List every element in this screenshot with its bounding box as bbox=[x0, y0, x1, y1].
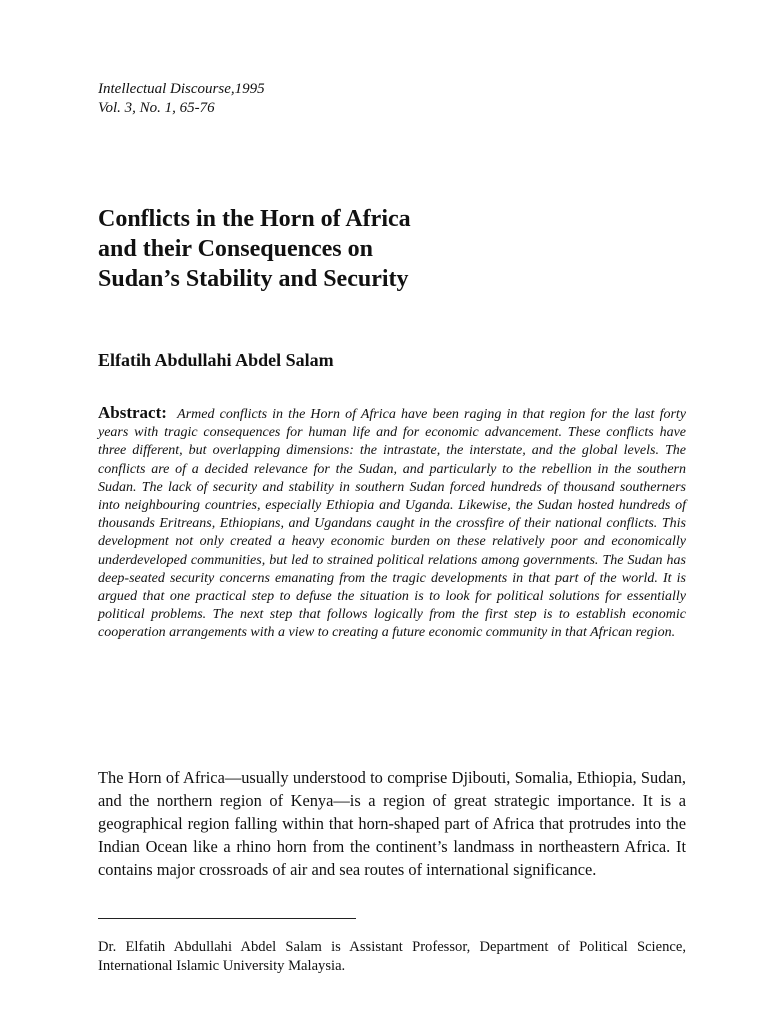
abstract-label: Abstract: bbox=[98, 403, 167, 422]
footnote-divider bbox=[98, 918, 356, 919]
body-paragraph: The Horn of Africa—usually understood to comprise Djibouti, Somalia, Ethiopia, Sudan, and the northern region of Kenya—is a region of great strategic importance. It is a geographical region falling within that horn-shaped part of Africa that protrudes into the Indian Ocean like a rhino horn from the continent’s landmass in northeastern Africa. It contains major crossroads of air and sea routes of international significance. bbox=[98, 768, 686, 879]
journal-volume-pages: Vol. 3, No. 1, 65-76 bbox=[98, 100, 215, 116]
abstract-text: Armed conflicts in the Horn of Africa have been raging in that region for the last forty years with tragic consequences for human life and for economic advancement. These conflicts have three different, but overlapping dimensions: the intrastate, the interstate, and the global levels. The conflicts are of a decided relevance for the Sudan, and particularly to the rebellion in the southern Sudan. The lack of security and stability in southern Sudan forced hundreds of thousand southerners into neighbouring countries, especially Ethiopia and Uganda. Likewise, the Sudan hosted hundreds of thousands Eritreans, Ethiopians, and Ugandans caught in the crossfire of their national conflicts. This development not only created a heavy economic burden on these relatively poor and economically underdeveloped communities, but led to strained political relations among governments. The Sudan has deep-seated security concerns emanating from the tragic developments in that part of the world. It is argued that one practical step to defuse the situation is to look for political solutions for essentially political problems. The next step that follows logically from the first step is to establish economic cooperation arrangements with a view to creating a future economic community in that African region. bbox=[98, 407, 687, 641]
journal-name-year: Intellectual Discourse,1995 bbox=[98, 81, 265, 97]
title-line-3: Sudan’s Stability and Security bbox=[98, 266, 409, 292]
title-line-2: and their Consequences on bbox=[98, 236, 373, 262]
article-title bbox=[98, 204, 658, 294]
author-name: Elfatih Abdullahi Abdel Salam bbox=[98, 350, 334, 370]
title-line-1: Conflicts in the Horn of Africa bbox=[98, 206, 411, 232]
abstract bbox=[98, 404, 686, 643]
author-footnote: Dr. Elfatih Abdullahi Abdel Salam is Assistant Professor, Department of Political Science, International Islamic University Malaysia. bbox=[98, 939, 686, 974]
journal-citation bbox=[98, 80, 265, 118]
